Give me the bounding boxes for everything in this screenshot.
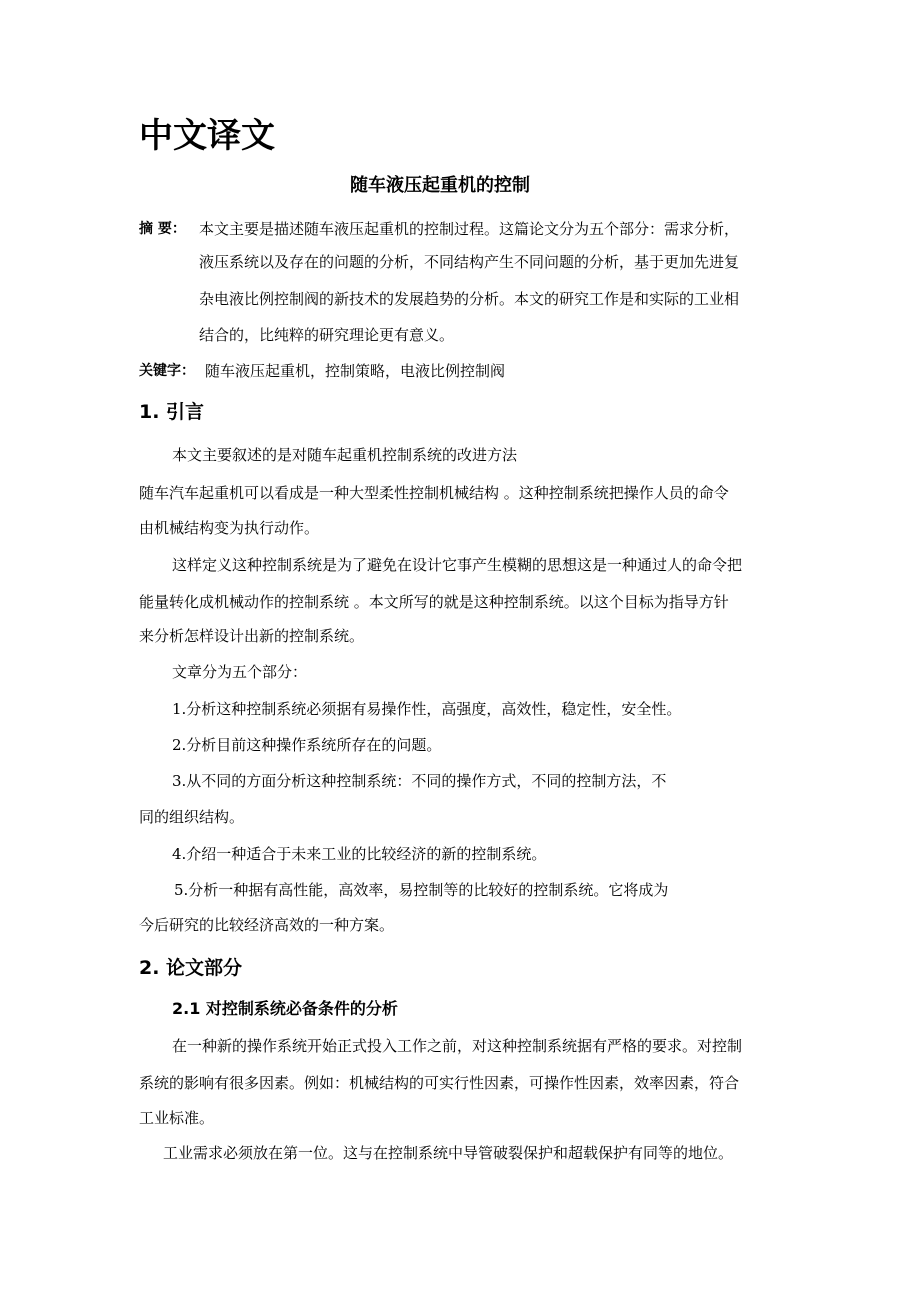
list-item: 2.分析目前这种操作系统所存在的问题。 xyxy=(172,736,442,754)
paragraph-line: 在一种新的操作系统开始正式投入工作之前，对这种控制系统据有严格的要求。对控制 xyxy=(172,1037,743,1055)
list-item: 1.分析这种控制系统必须据有易操作性，高强度，高效性，稳定性，安全性。 xyxy=(172,700,682,718)
paragraph-line: 系统的影响有很多因素。例如：机械结构的可实行性因素，可操作性因素，效率因素，符合 xyxy=(139,1074,740,1092)
section-heading-introduction: 1. 引言 xyxy=(139,401,205,423)
abstract-line: 杂电液比例控制阀的新技术的发展趋势的分析。本文的研究工作是和实际的工业相 xyxy=(199,290,740,308)
list-item: 4.介绍一种适合于未来工业的比较经济的新的控制系统。 xyxy=(172,845,547,863)
abstract-line: 结合的，比纯粹的研究理论更有意义。 xyxy=(199,326,455,344)
list-item: 5.分析一种据有高性能，高效率，易控制等的比较好的控制系统。它将成为 xyxy=(174,881,669,899)
paper-title: 随车液压起重机的控制 xyxy=(350,175,530,196)
paragraph-line: 工业需求必须放在第一位。这与在控制系统中导管破裂保护和超载保护有同等的地位。 xyxy=(163,1144,734,1162)
paragraph-line: 这样定义这种控制系统是为了避免在设计它事产生模糊的思想这是一种通过人的命令把 xyxy=(172,556,743,574)
paragraph-line: 随车汽车起重机可以看成是一种大型柔性控制机械结构 。这种控制系统把操作人员的命令 xyxy=(139,484,729,502)
list-item: 3.从不同的方面分析这种控制系统：不同的操作方式，不同的控制方法，不 xyxy=(172,772,667,790)
paragraph-line: 能量转化成机械动作的控制系统 。本文所写的就是这种控制系统。以这个目标为指导方针 xyxy=(139,593,729,611)
paragraph-line: 工业标准。 xyxy=(139,1109,215,1127)
abstract-line: 本文主要是描述随车液压起重机的控制过程。这篇论文分为五个部分：需求分析， xyxy=(199,220,740,238)
abstract-line: 液压系统以及存在的问题的分析，不同结构产生不同问题的分析，基于更加先进复 xyxy=(199,253,740,271)
list-item-continuation: 同的组织结构。 xyxy=(139,808,245,826)
keywords-text: 随车液压起重机，控制策略，电液比例控制阀 xyxy=(205,362,506,380)
section-heading-paper: 2. 论文部分 xyxy=(139,957,243,979)
document-title: 中文译文 xyxy=(139,116,275,156)
subsection-heading: 2.1 对控制系统必备条件的分析 xyxy=(172,999,398,1018)
list-item-continuation: 今后研究的比较经济高效的一种方案。 xyxy=(139,916,395,934)
keywords-label: 关键字： xyxy=(139,363,195,379)
paragraph-line: 本文主要叙述的是对随车起重机控制系统的改进方法 xyxy=(172,446,518,464)
paragraph-line: 由机械结构变为执行动作。 xyxy=(139,519,320,537)
paragraph-line: 文章分为五个部分： xyxy=(172,663,308,681)
paragraph-line: 来分析怎样设计出新的控制系统。 xyxy=(139,627,365,645)
abstract-label: 摘 要： xyxy=(139,221,186,237)
